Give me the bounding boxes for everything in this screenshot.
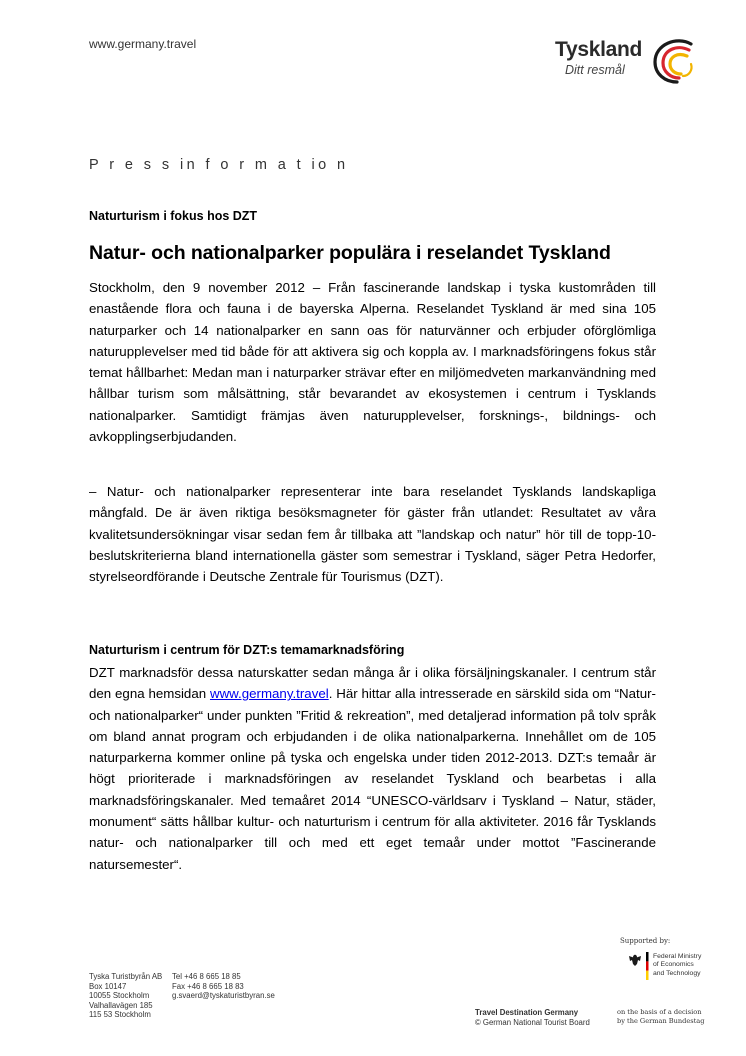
footer-address xyxy=(89,972,162,1020)
germany-travel-link[interactable]: www.germany.travel xyxy=(209,686,329,702)
email-link[interactable]: g.svaerd@tyskaturistbyran.se xyxy=(172,991,275,1001)
decision-line: on the basis of a decision xyxy=(617,1008,702,1016)
headline: Natur- och nationalparker populära i reselandet Tyskland xyxy=(89,242,611,264)
bundestag-decision-note xyxy=(617,1008,704,1025)
logo-title: Tyskland xyxy=(555,38,643,61)
logo-swirl-icon xyxy=(647,38,699,88)
federal-eagle-icon xyxy=(628,953,642,967)
section-subheading: Naturturism i centrum för DZT:s temamarknadsföring xyxy=(89,643,405,657)
logo-subtitle: Ditt resmål xyxy=(565,63,625,77)
paragraph-marketing xyxy=(89,662,656,875)
footer-travel-destination xyxy=(475,1008,590,1027)
tyskland-logo xyxy=(555,38,715,88)
paragraph-text: DZT marknadsför dessa naturskatter sedan många år i olika försäljningskanaler. I centrum står den egna hemsidan xyxy=(89,665,656,702)
tdg-subtitle: © German National Tourist Board xyxy=(475,1017,590,1027)
ministry-line: and Technology xyxy=(653,969,701,977)
kicker-heading: Naturturism i fokus hos DZT xyxy=(89,209,258,223)
address-line: Valhallavägen 185 xyxy=(89,1000,153,1010)
decision-line: by the German Bundestag xyxy=(617,1016,705,1025)
tdg-title: Travel Destination Germany xyxy=(475,1008,579,1017)
ministry-line: Federal Ministry xyxy=(653,953,702,960)
paragraph-intro: Stockholm, den 9 november 2012 – Från fascinerande landskap i tyska kustområden till enastående flora och fauna i de bayerska Alperna. Reselandet Tyskland är med sina 105 naturparker och 14 nationalparker en sann oas för naturvänner och erbjuder oförglömliga naturupplevelser med tid både för att aktivera sig och koppla av. I marknadsföringens fokus står temat hållbarhet: Medan man i naturparker strävar efter en miljömedveten markanvändning med hållbar turism som målsättning, står bevarandet av ekosystemen i centrum i Tysklands nationalparker. Samtidigt främjas även naturupplevelser, forsknings-, bildnings- och avkopplingserbjudanden. xyxy=(89,280,656,445)
press-information-label: P r e s s in f o r m a t io n xyxy=(89,157,349,173)
address-line: Box 10147 xyxy=(89,981,127,991)
paragraph-text: . Här hittar alla intresserade en särskild sida om “Natur- och nationalparker“ under punkten ”Fritid & rekreation”, med detaljerad information på tolv språk om bland annat program och erbjudanden i de olika nationalparkerna. Innehållet om de 105 naturparkerna kommer online på tyska och engelska under tiden 2012-2013. DZT:s temaår är högt prioriterade i marknadsföringen av reselandet Tyskland och bearbetas i alla marknadsföringskanaler. Med temaåret 2014 “UNESCO-världsarv i Tyskland – Natur, städer, monument“ sätts hållbar kultur- och naturturism i centrum för alla aktiviteter. 2016 får Tysklands natur- och nationalparker till och med ett eget temaår under mottot ”Fascinerande natursemester“. xyxy=(89,686,656,872)
address-line: 10055 Stockholm xyxy=(89,991,150,1001)
ministry-line: of Economics xyxy=(653,961,694,969)
german-flag-bar-icon xyxy=(646,952,649,980)
ministry-name xyxy=(653,953,701,978)
supported-by-label: Supported by: xyxy=(620,937,671,945)
paragraph-quote: – Natur- och nationalparker representerar inte bara reselandet Tysklands landskapliga mångfald. De är även riktiga besöksmagneter för gäster från utlandet: Resultatet av våra kvalitetsundersökningar visar sedan fem år tillbaka att ”landskap och natur” hör till de topp-10-beslutskriterierna bland internationella gäster som semestrar i Tyskland, säger Petra Hedorfer, styrelseordförande i Deutsche Zentrale für Tourismus (DZT). xyxy=(89,484,656,585)
footer-contact xyxy=(172,972,275,1001)
phone: Tel +46 8 665 18 85 xyxy=(172,972,241,981)
site-url[interactable]: www.germany.travel xyxy=(89,37,197,51)
address-line: Tyska Turistbyrån AB xyxy=(89,972,163,981)
fax: Fax +46 8 665 18 83 xyxy=(172,981,244,991)
address-line: 115 53 Stockholm xyxy=(89,1010,151,1020)
